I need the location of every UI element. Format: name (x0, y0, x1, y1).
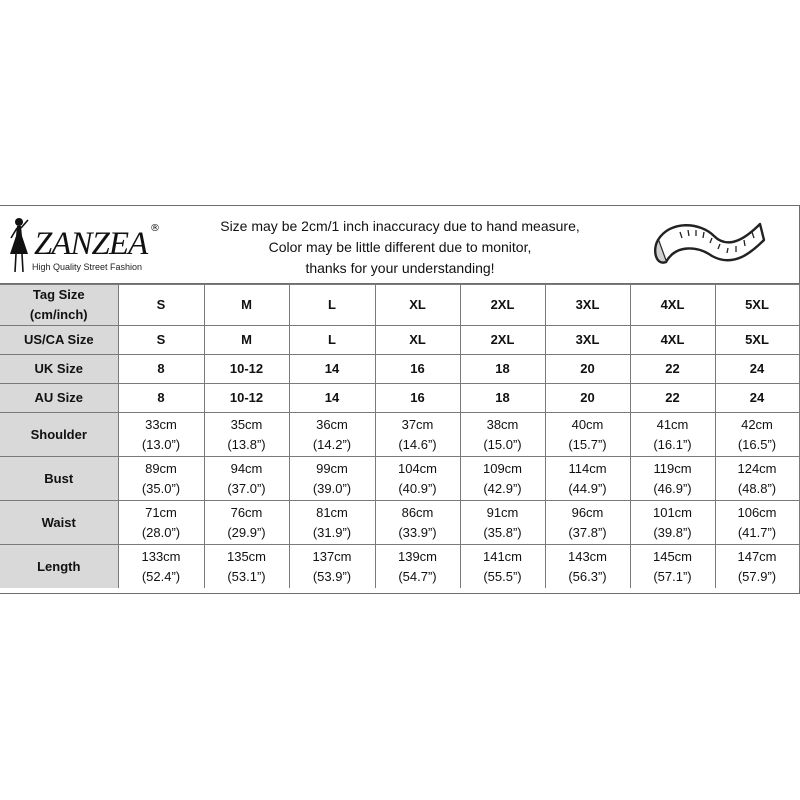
measurement-row (0, 545, 799, 589)
inch-value: (16.5”) (737, 436, 777, 452)
measurement-cell (204, 413, 289, 457)
row-label (0, 384, 118, 413)
row-label-line: Tag Size (32, 287, 85, 302)
size-cell: M (204, 285, 289, 326)
size-row (0, 384, 799, 413)
size-cell: 20 (545, 355, 630, 384)
inch-value: (55.5”) (483, 568, 522, 584)
size-cell: 24 (715, 355, 799, 384)
measurement-row (0, 413, 799, 457)
size-cell: 2XL (460, 326, 545, 355)
inch-value: (37.8”) (568, 524, 607, 540)
cm-value: 40cm (571, 416, 604, 432)
row-label-line: US/CA Size (23, 332, 94, 347)
size-cell: 16 (375, 355, 460, 384)
cm-value: 139cm (397, 548, 438, 564)
inch-value: (39.0”) (312, 480, 352, 496)
size-cell: 22 (630, 384, 715, 413)
row-label-line: UK Size (34, 361, 83, 376)
cm-value: 101cm (652, 504, 693, 520)
cm-value: 119cm (653, 460, 692, 476)
cm-value: 124cm (737, 460, 777, 476)
size-row (0, 355, 799, 384)
size-cell: 20 (545, 384, 630, 413)
size-cell: 10-12 (204, 384, 289, 413)
size-row (0, 285, 799, 326)
cm-value: 91cm (486, 504, 519, 520)
cm-value: 106cm (737, 504, 777, 520)
cm-value: 104cm (397, 460, 438, 476)
measurement-cell (204, 545, 289, 589)
row-label (0, 285, 118, 326)
measurement-cell (715, 501, 799, 545)
brand-logo (6, 214, 176, 278)
cm-value: 133cm (141, 548, 181, 564)
measurement-cell (460, 545, 545, 589)
size-cell: 24 (715, 384, 799, 413)
size-cell: 4XL (630, 326, 715, 355)
size-table (0, 284, 800, 588)
inch-value: (33.9”) (398, 524, 437, 540)
cm-value: 81cm (316, 504, 348, 520)
notice-line: thanks for your understanding! (305, 260, 495, 276)
measurement-cell (460, 457, 545, 501)
cm-value: 76cm (230, 504, 263, 520)
measurement-cell (715, 545, 799, 589)
inch-value: (15.7”) (568, 436, 607, 452)
size-cell: M (204, 326, 289, 355)
size-cell: 22 (630, 355, 715, 384)
inch-value: (42.9”) (483, 480, 522, 496)
inch-value: (14.2”) (312, 436, 352, 452)
cm-value: 96cm (571, 504, 604, 520)
measurement-cell (545, 501, 630, 545)
brand-tagline: High Quality Street Fashion (32, 262, 143, 272)
size-cell: 16 (375, 384, 460, 413)
size-cell: 14 (289, 384, 375, 413)
row-label (0, 355, 118, 384)
size-cell: 5XL (715, 326, 799, 355)
measurement-cell (204, 501, 289, 545)
measurement-cell (545, 545, 630, 589)
inch-value: (37.0”) (227, 480, 266, 496)
cm-value: 86cm (401, 504, 434, 520)
cm-value: 141cm (482, 548, 523, 564)
cm-value: 99cm (316, 460, 348, 476)
inch-value: (41.7”) (737, 524, 777, 540)
inch-value: (53.1”) (227, 568, 266, 584)
size-row (0, 326, 799, 355)
size-cell: XL (375, 285, 460, 326)
size-cell: 10-12 (204, 355, 289, 384)
cm-value: 145cm (652, 548, 693, 564)
cm-value: 143cm (567, 548, 608, 564)
measurement-cell (460, 501, 545, 545)
size-cell: 3XL (545, 285, 630, 326)
cm-value: 71cm (145, 504, 177, 520)
measurement-cell (289, 457, 375, 501)
inch-value: (15.0”) (483, 436, 522, 452)
cm-value: 137cm (312, 548, 352, 564)
size-cell: 14 (289, 355, 375, 384)
size-cell: L (289, 285, 375, 326)
measurement-cell (715, 413, 799, 457)
measurement-cell (118, 413, 204, 457)
measurement-cell (545, 413, 630, 457)
row-label: Bust (0, 457, 118, 501)
measurement-cell (630, 545, 715, 589)
registered-mark: ® (150, 223, 160, 234)
measurement-cell (630, 501, 715, 545)
size-cell: 8 (118, 355, 204, 384)
measurement-cell (289, 545, 375, 589)
inch-value: (28.0”) (141, 524, 181, 540)
inch-value: (48.8”) (737, 480, 777, 496)
size-cell: 4XL (630, 285, 715, 326)
measurement-cell (204, 457, 289, 501)
size-chart (0, 205, 800, 594)
measurement-cell (630, 413, 715, 457)
row-label-line: (cm/inch) (29, 307, 88, 322)
measurement-cell (375, 545, 460, 589)
measurement-cell (118, 501, 204, 545)
measurement-cell (375, 457, 460, 501)
cm-value: 37cm (401, 416, 434, 432)
dress-figure-icon (6, 216, 32, 276)
cm-value: 33cm (145, 416, 177, 432)
size-cell: 8 (118, 384, 204, 413)
row-label: Waist (0, 501, 118, 545)
inch-value: (44.9”) (568, 480, 607, 496)
size-cell: 18 (460, 384, 545, 413)
cm-value: 35cm (230, 416, 263, 432)
row-label: Length (0, 545, 118, 589)
measurement-cell (118, 545, 204, 589)
size-cell: XL (375, 326, 460, 355)
size-cell: L (289, 326, 375, 355)
cm-value: 114cm (568, 460, 607, 476)
inch-value: (13.8”) (227, 436, 266, 452)
cm-value: 109cm (482, 460, 523, 476)
cm-value: 147cm (737, 548, 777, 564)
size-rows (0, 285, 799, 413)
measurement-cell (289, 413, 375, 457)
measuring-tape-icon (640, 210, 770, 282)
inch-value: (56.3”) (568, 568, 607, 584)
cm-value: 89cm (145, 460, 177, 476)
size-cell: 2XL (460, 285, 545, 326)
inch-value: (35.8”) (483, 524, 522, 540)
inch-value: (14.6”) (398, 436, 437, 452)
size-cell: 5XL (715, 285, 799, 326)
cm-value: 135cm (226, 548, 267, 564)
cm-value: 42cm (741, 416, 773, 432)
size-cell: 18 (460, 355, 545, 384)
inch-value: (29.9”) (227, 524, 266, 540)
measurement-row (0, 501, 799, 545)
inch-value: (52.4”) (141, 568, 181, 584)
inch-value: (31.9”) (312, 524, 352, 540)
cm-value: 41cm (656, 416, 689, 432)
measurement-cell (715, 457, 799, 501)
inch-value: (46.9”) (653, 480, 692, 496)
size-cell: S (118, 285, 204, 326)
row-label (0, 326, 118, 355)
measurement-cell (460, 413, 545, 457)
measurement-cell (545, 457, 630, 501)
notice-line: Color may be little different due to monitor, (268, 239, 532, 255)
inch-value: (57.9”) (737, 568, 777, 584)
inch-value: (53.9”) (312, 568, 352, 584)
brand-name: ZANZEA (34, 226, 148, 262)
inch-value: (35.0”) (141, 480, 181, 496)
notice-line: Size may be 2cm/1 inch inaccuracy due to hand measure, (220, 218, 580, 234)
size-cell: 3XL (545, 326, 630, 355)
measurement-rows (0, 413, 799, 589)
inch-value: (40.9”) (398, 480, 437, 496)
measurement-row (0, 457, 799, 501)
measurement-cell (375, 413, 460, 457)
inch-value: (39.8”) (653, 524, 692, 540)
row-label: Shoulder (0, 413, 118, 457)
inch-value: (54.7”) (398, 568, 437, 584)
size-cell: S (118, 326, 204, 355)
measurement-cell (289, 501, 375, 545)
cm-value: 38cm (486, 416, 519, 432)
inch-value: (16.1”) (653, 436, 692, 452)
inch-value: (13.0”) (141, 436, 181, 452)
measurement-cell (375, 501, 460, 545)
measurement-cell (630, 457, 715, 501)
cm-value: 36cm (316, 416, 348, 432)
chart-header (0, 206, 799, 284)
row-label-line: AU Size (34, 390, 83, 405)
inch-value: (57.1”) (653, 568, 692, 584)
measurement-cell (118, 457, 204, 501)
cm-value: 94cm (230, 460, 263, 476)
measurement-notice (190, 216, 610, 279)
